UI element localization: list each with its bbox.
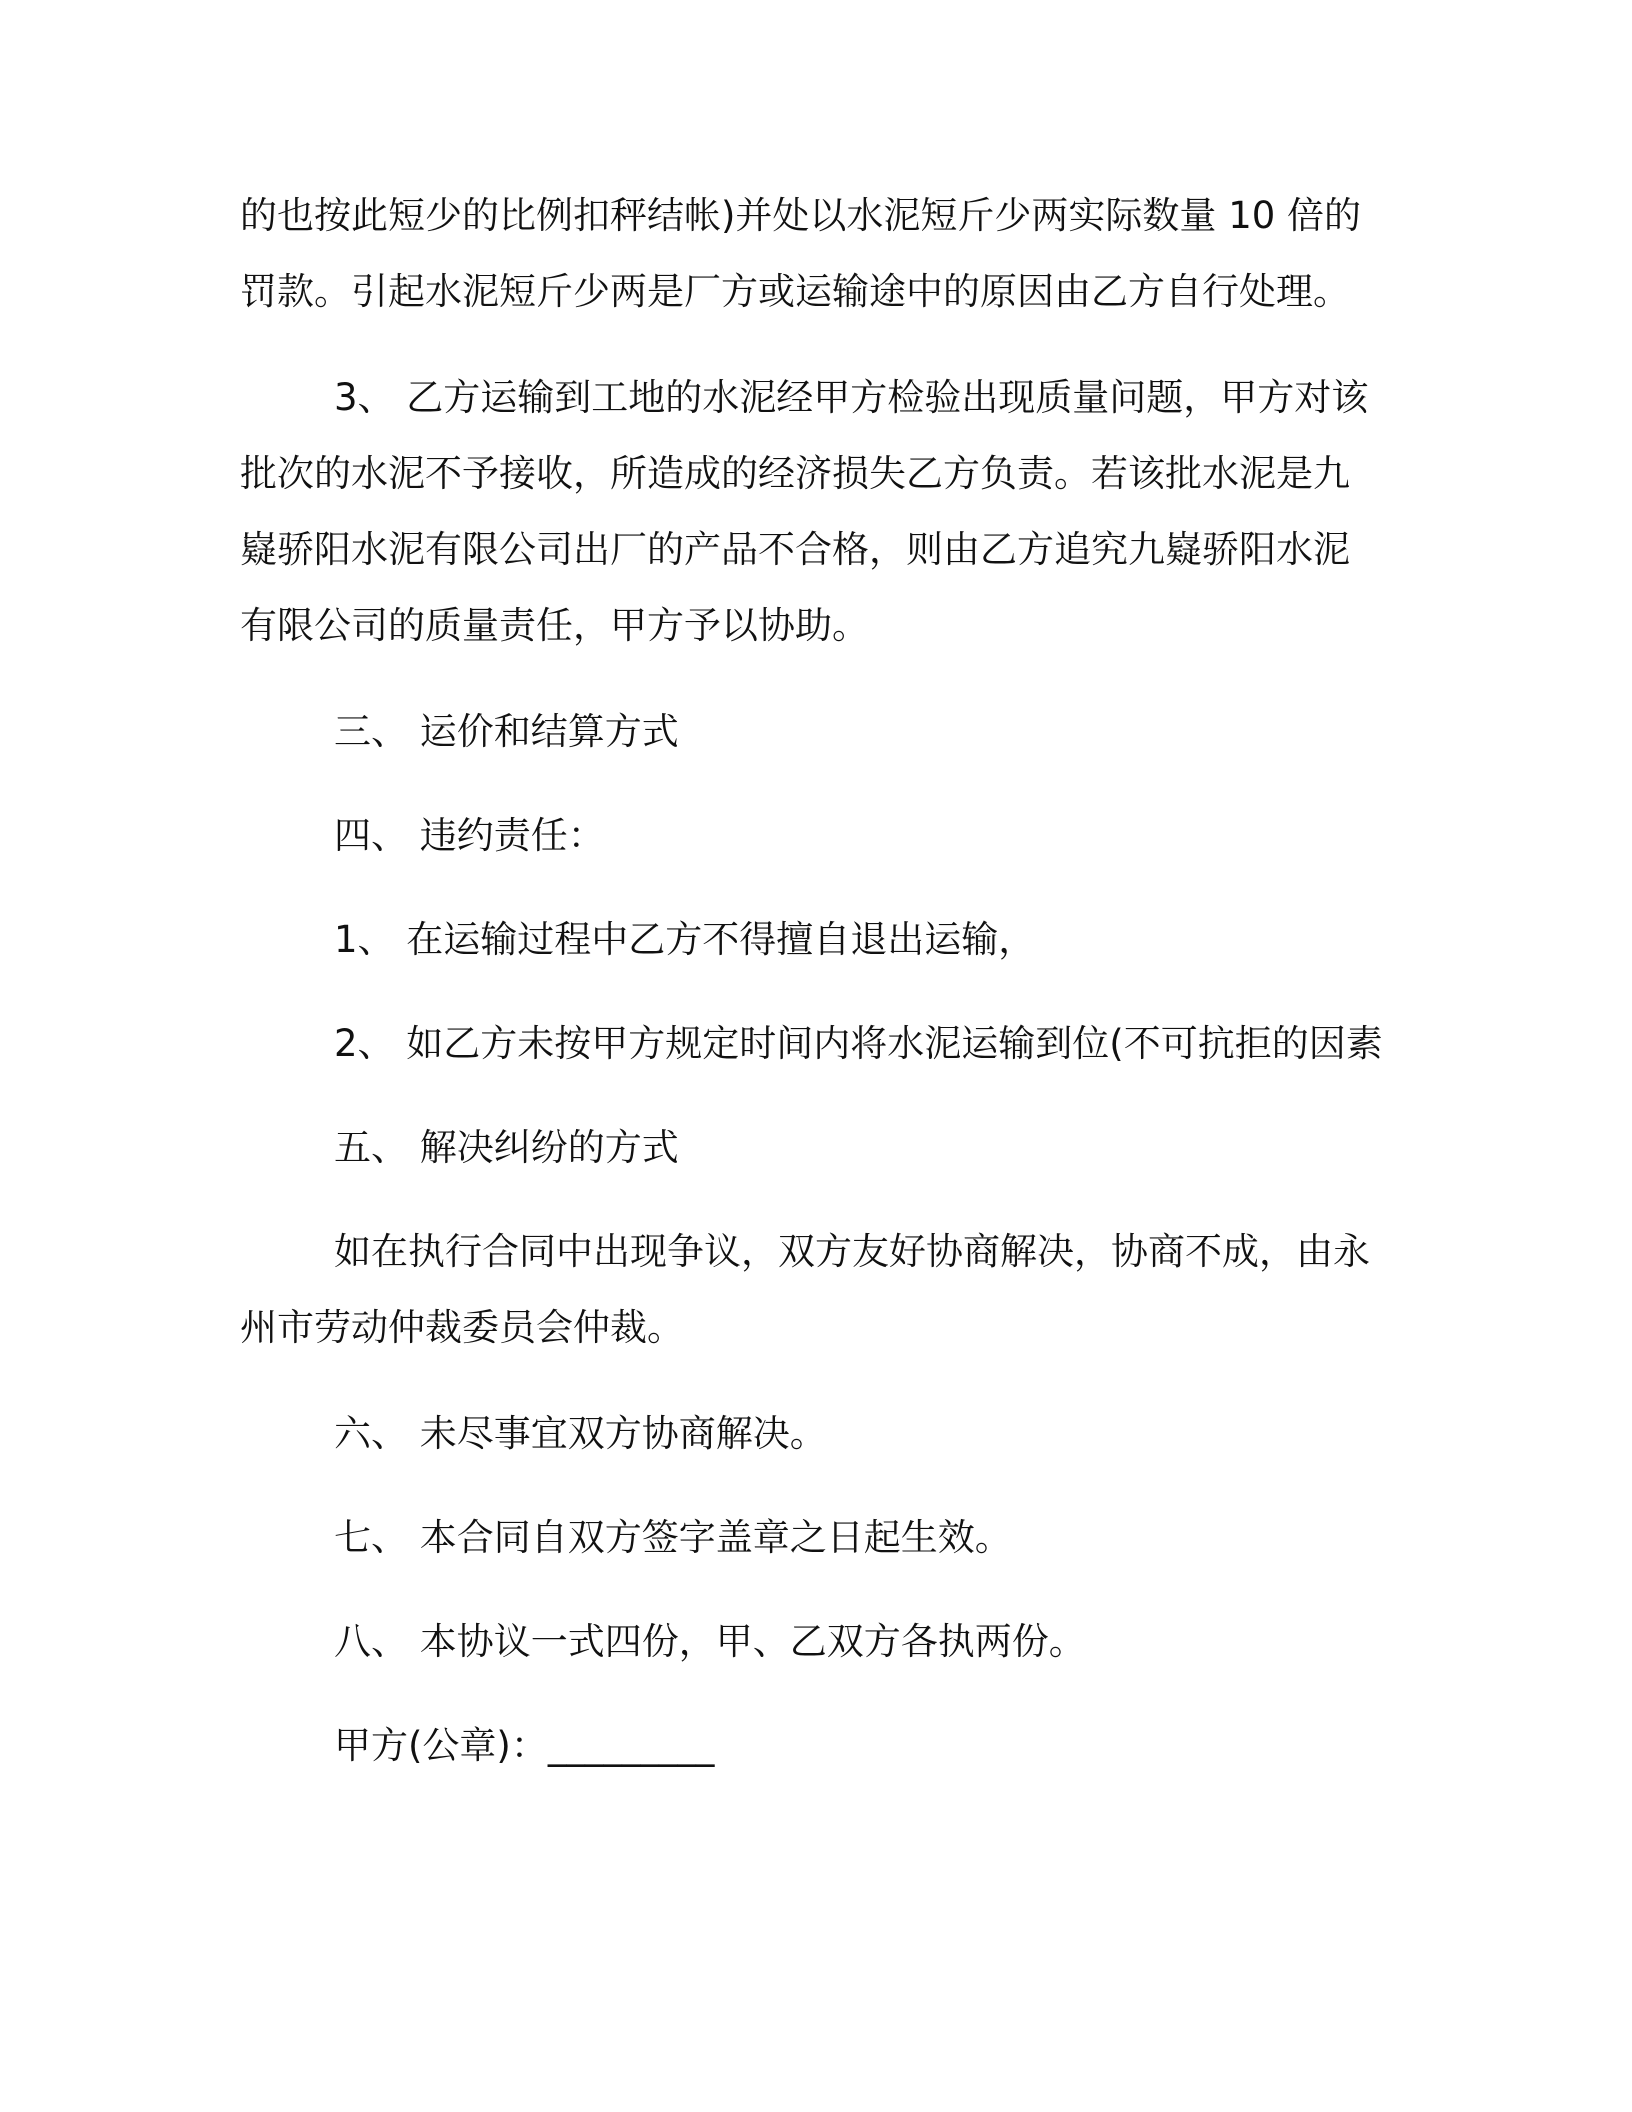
clause-line: 1、 在运输过程中乙方不得擅自退出运输， bbox=[334, 918, 1036, 961]
paragraph-line: 的也按此短少的比例扣秤结帐)并处以水泥短斤少两实际数量 10 倍的 bbox=[240, 194, 1362, 237]
section-heading: 五、 解决纠纷的方式 bbox=[334, 1126, 679, 1169]
clause-3-line: 3、 乙方运输到工地的水泥经甲方检验出现质量问题，甲方对该 bbox=[334, 376, 1369, 419]
signature-line: 甲方(公章)：_________ bbox=[334, 1724, 715, 1767]
paragraph-line: 有限公司的质量责任，甲方予以协助。 bbox=[240, 604, 869, 647]
paragraph-line: 嶷骄阳水泥有限公司出厂的产品不合格，则由乙方追究九嶷骄阳水泥 bbox=[240, 528, 1350, 571]
clause-line: 2、 如乙方未按甲方规定时间内将水泥运输到位(不可抗拒的因素 bbox=[334, 1022, 1383, 1065]
paragraph-line: 如在执行合同中出现争议，双方友好协商解决，协商不成，由永 bbox=[334, 1230, 1370, 1273]
section-heading: 三、 运价和结算方式 bbox=[334, 710, 679, 753]
section-heading: 八、 本协议一式四份，甲、乙双方各执两份。 bbox=[334, 1620, 1086, 1663]
paragraph-line: 州市劳动仲裁委员会仲裁。 bbox=[240, 1306, 684, 1349]
section-heading: 四、 违约责任： bbox=[334, 814, 605, 857]
section-heading: 六、 未尽事宜双方协商解决。 bbox=[334, 1412, 827, 1455]
paragraph-line: 批次的水泥不予接收，所造成的经济损失乙方负责。若该批水泥是九 bbox=[240, 452, 1350, 495]
section-heading: 七、 本合同自双方签字盖章之日起生效。 bbox=[334, 1516, 1012, 1559]
paragraph-line: 罚款。引起水泥短斤少两是厂方或运输途中的原因由乙方自行处理。 bbox=[240, 270, 1350, 313]
